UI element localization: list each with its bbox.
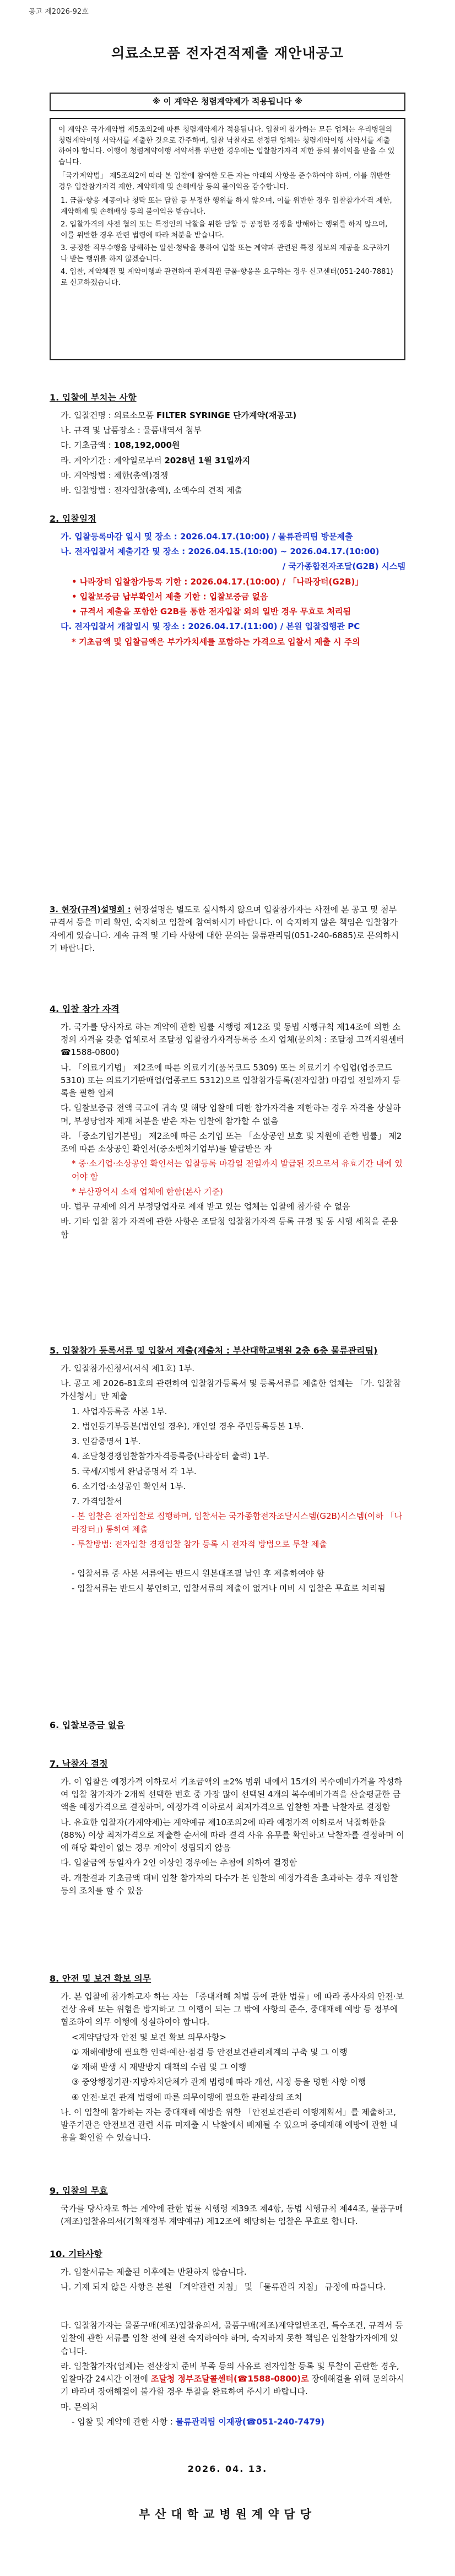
schedule-note: • 입찰보증금 납부확인서 제출 기한 : 입찰보증금 없음 (72, 591, 268, 602)
eligibility-note: * 중·소기업·소상공인 확인서는 입찰등록 마감일 전일까지 발급된 것으로서 유효기간 내에 있어야 함 (72, 1159, 403, 1182)
document-item: 7. 가격입찰서 (72, 1496, 122, 1507)
eligibility-item: 나. 「의료기기법」 제2조에 따른 의료기기(품목코드 5309) 또는 의료기기 수입업(업종코드 5310) 또는 의료기기판매업(업종코드 5312)으로 입찰참가등록(전자입찰) 마감일 전일까지 등록을 필한 업체 (61, 1062, 401, 1098)
eligibility-item: 가. 국가를 당사자로 하는 계약에 관한 법률 시행령 제12조 및 동법 시행규칙 제14조에 의한 소정의 자격을 갖춘 업체로서 조달청 입찰참가자격등록증 소지 업체(문의처 : 조달청 고객지원센터 ☎1588-0800) (61, 1021, 404, 1058)
schedule-submission-place: / 국가종합전자조달(G2B) 시스템 (282, 561, 405, 572)
integrity-item: 4. 입찰, 계약체결 및 계약이행과 관련하여 관계직원 금품·향응을 요구하는 경우 신고센터(051-240-7881)로 신고하겠습니다. (61, 268, 393, 287)
award-item: 라. 개찰결과 기초금액 대비 입찰 참가자의 다수가 본 입찰의 예정가격을 초과하는 경우 재입찰 등의 조치를 할 수 있음 (61, 1873, 398, 1896)
safety-item: 나. 이 입찰에 참가하는 자는 중대재해 예방을 위한 「안전보건관리 이행계획서」를 제출하고, 발주기관은 안전보건 관련 서류 미제출 시 낙찰에서 배제될 수 있으며 중대재해 예방에 관한 내용을 확인할 수 있습니다. (61, 2107, 398, 2143)
section-title: 6. 입찰보증금 없음 (50, 1720, 125, 1730)
document-note: - 본 입찰은 전자입찰로 집행하며, 입찰서는 국가종합전자조달시스템(G2B)시스템(이하 「나라장터」) 통하여 제출 (72, 1511, 403, 1534)
schedule-registration: 가. 입찰등록마감 일시 및 장소 : 2026.04.17.(10:00) / 물류관리팀 방문제출 (61, 531, 353, 542)
document-item: 3. 인감증명서 1부. (72, 1436, 141, 1447)
schedule-submission: 나. 전자입찰서 제출기간 및 장소 : 2026.04.15.(10:00) ~ 2026.04.17.(10:00) (61, 546, 380, 557)
award-item: 나. 유효한 입찰자(가계약제)는 계약예규 제10조의2에 따라 예정가격 이하로서 낙찰하한율(88%) 이상 최저가격으로 제출한 순서에 따라 결격 사유 유무를 확인하고 낙찰자를 결정하며 이에 해당 확인이 없는 경우 계약이 성립되지 않음 (61, 1817, 404, 1853)
document-item: 4. 조달청경쟁입찰참가자격등록증(나라장터 출력) 1부. (72, 1451, 269, 1462)
award-item: 다. 입찰금액 동일자가 2인 이상인 경우에는 추첨에 의하여 결정함 (61, 1858, 297, 1868)
section-other (50, 2248, 405, 2296)
eligibility-item: 다. 입찰보증금 전액 국고에 귀속 및 해당 입찰에 대한 참가자격을 제한하는 경우 자격을 상실하며, 부정당업자 제재 처분을 받은 자는 입찰에 참가할 수 없음 (61, 1103, 401, 1126)
closing-item: 라. 입찰참가자(업체)는 전산장치 준비 부족 등의 사유로 전자입찰 등록 및 투찰이 곤란한 경우, 입찰마감 24시간 이전에 조달청 정부조달콜센터(☎1588-0800)로 장애해결을 위해 문의하시기 바라며 장애해결이 불가할 경우 투찰을 완료하여 주시기 바랍니다. (61, 2361, 405, 2397)
section-title: 7. 낙찰자 결정 (50, 1758, 108, 1769)
schedule-note: • 나라장터 입찰참가등록 기한 : 2026.04.17.(10:00) / 「나라장터(G2B)」 (72, 576, 364, 587)
contact-line: - 입찰 및 계약에 관한 사항 : 물류관리팀 이재광(☎051-240-7479) (72, 2416, 325, 2427)
eligibility-item: 라. 「중소기업기본법」 제2조에 따른 소기업 또는 「소상공인 보호 및 지원에 관한 법률」 제2조에 따른 소상공인 확인서(중소벤처기업부)를 발급받은 자 (61, 1130, 402, 1154)
integrity-banner: ※ 이 계약은 청렴계약제가 적용됩니다 ※ (50, 93, 405, 111)
document-item: 6. 소기업·소상공인 확인서 1부. (72, 1481, 186, 1491)
section-title: 1. 입찰에 부치는 사항 (50, 392, 137, 403)
section-bid-items (50, 391, 405, 499)
award-item: 가. 이 입찰은 예정가격 이하로서 기초금액의 ±2% 범위 내에서 15개의 복수예비가격을 작성하여 입찰 참가자가 2개씩 선택한 번호 중 가장 많이 선택된 4개의 복수예비가격을 산술평균한 금액을 예정가격으로 결정하며, 예정가격 이하로서 최저가격으로 입찰한 자를 낙찰자로 결정함 (61, 1776, 402, 1812)
section-invalid (50, 2184, 405, 2230)
section-title: 2. 입찰일정 (50, 513, 96, 524)
section-bond (50, 1719, 405, 1737)
schedule-opening: 다. 전자입찰서 개찰일시 및 장소 : 2026.04.17.(11:00) / 본원 입찰집행관 PC (61, 621, 360, 632)
safety-duty: ④ 안전·보건 관계 법령에 따른 의무이행에 필요한 관리상의 조치 (72, 2092, 302, 2102)
document-note: - 입찰서류 중 사본 서류에는 반드시 원본대조필 날인 후 제출하여야 함 (72, 1568, 324, 1579)
section-title: 8. 안전 및 보건 확보 의무 (50, 1973, 151, 1984)
safety-subtitle: <계약담당자 안전 및 보건 확보 의무사항> (72, 2032, 226, 2042)
section-title: 5. 입찰참가 등록서류 및 입찰서 제출(제출처 : 부산대학교병원 2층 6층 물류관리팀) (50, 1345, 378, 1356)
document-note: - 입찰서류는 반드시 봉인하고, 입찰서류의 제출이 없거나 미비 시 입찰은 무효로 처리됨 (72, 1583, 386, 1594)
bid-scope: 나. 규격 및 납품장소 : 물품내역서 첨부 (61, 425, 202, 436)
integrity-item: 1. 금품·향응 제공이나 청탁 또는 담합 등 부정한 행위를 하지 않으며, 이를 위반한 경우 입찰참가자격 제한, 계약해제 및 손해배상 등의 불이익을 받습니다. (61, 197, 392, 216)
section-briefing (50, 903, 405, 957)
section-safety (50, 1972, 405, 2147)
eligibility-note: * 부산광역시 소재 업체에 한함(본사 기준) (72, 1186, 223, 1197)
briefing-text: 3. 현장(규격)설명회 : 현장설명은 별도로 실시하지 않으며 입찰참가자는 사전에 본 공고 및 첨부 규격서 등을 미리 확인, 숙지하고 입찰에 참여하시기 바랍니다. 이 숙지하지 않은 책임은 입찰참가자에게 있습니다. 계속 규격 및 기타 사항에 대한 문의는 물류관리팀(051-240-6885)로 문의하시기 바랍니다. (50, 905, 399, 953)
schedule-note: • 규격서 제출을 포함한 G2B를 통한 전자입찰 외의 일반 경우 무효로 처리됨 (72, 607, 351, 617)
section-title: 4. 입찰 참가 자격 (50, 1004, 120, 1014)
integrity-item: 3. 공정한 직무수행을 방해하는 알선·청탁을 통하여 입찰 또는 계약과 관련된 특정 정보의 제공을 요구하거나 받는 행위를 하지 않겠습니다. (61, 244, 390, 263)
section-award (50, 1757, 405, 1899)
bid-period: 라. 계약기간 : 계약일로부터 2028년 1월 31일까지 (61, 455, 251, 466)
closing-item: 다. 입찰참가자는 물품구매(제조)입찰유의서, 물품구매(제조)계약일반조건, 특수조건, 규격서 등 입찰에 관한 서류를 입찰 전에 완전 숙지하여야 하며, 숙지하지 못한 책임은 입찰참가자에게 있습니다. (61, 2320, 403, 2356)
eligibility-item: 바. 기타 입찰 참가 자격에 관한 사항은 조달청 입찰참가자격 등록 규정 및 동 시행 세칙을 준용함 (61, 1216, 398, 1240)
safety-duty: ③ 중앙행정기관·지방자치단체가 관계 법령에 따라 개선, 시정 등을 명한 사항 이행 (72, 2077, 366, 2087)
bid-name: 가. 입찰건명 : 의료소모품 FILTER SYRINGE 단가계약(재공고) (61, 410, 297, 420)
document-item: 2. 법인등기부등본(법인일 경우), 개인일 경우 주민등록등본 1부. (72, 1421, 304, 1431)
bid-type: 바. 입찰방법 : 전자입찰(총액), 소액수의 견적 제출 (61, 485, 243, 496)
document-note: - 투찰방법: 전자입찰 경쟁입찰 참가 등록 시 전자적 방법으로 투찰 제출 (72, 1539, 327, 1549)
other-item: 나. 기재 되지 않은 사항은 본원 「계약관련 지침」 및 「물류관리 지침」 규정에 따릅니다. (61, 2282, 386, 2292)
bid-amount: 다. 기초금액 : 108,192,000원 (61, 440, 180, 451)
invalid-text: 국가를 당사자로 하는 계약에 관한 법률 시행령 제39조 제4항, 동법 시행규칙 제44조, 물품구매(제조)입찰유의서(기획재정부 계약예규) 제12조에 해당하는 입찰은 무효로 합니다. (61, 2203, 403, 2227)
integrity-pledge-box (50, 118, 405, 360)
notice-number: 공고 제2026-92호 (29, 8, 89, 16)
other-item: 가. 입찰서류는 제출된 이후에는 반환하지 않습니다. (61, 2266, 247, 2277)
integrity-intro: 이 계약은 국가계약법 제5조의2에 따른 청렴계약제가 적용됩니다. 입찰에 참가하는 모든 업체는 우리병원의 청렴계약이행 서약서를 제출한 것으로 간주하며, 입찰 낙찰자로 선정된 업체는 청렴계약이행 서약서를 제출하여야 합니다. 이행이 청렴계약이행 서약서를 위반한 경우에는 입찰참가자격 제한 등의 불이익을 받을 수 있습니다. (58, 126, 395, 166)
integrity-intro-2: 「국가계약법」 제5조의2에 따라 본 입찰에 참여한 모든 자는 아래의 사항을 준수하여야 하며, 이를 위반한 경우 입찰참가자격 제한, 계약해제 및 손해배상 등의 불이익을 감수합니다. (58, 172, 391, 191)
schedule-vat-note: * 기초금액 및 입찰금액은 부가가치세를 포함하는 가격으로 입찰서 제출 시 주의 (72, 636, 360, 647)
contact-heading: 마. 문의처 (61, 2401, 98, 2412)
document-item: 5. 국세/지방세 완납증명서 각 1부. (72, 1466, 197, 1476)
section-eligibility (50, 1003, 405, 1243)
safety-item: 가. 본 입찰에 참가하고자 하는 자는 「중대재해 처벌 등에 관한 법률」에 따라 종사자의 안전·보건상 유해 또는 위험을 방지하고 그 이행이 되는 그 밖에 사항의 준수, 중대재해 예방 등 정부에 협조하여 의무 이행에 성실하여야 합니다. (61, 1991, 404, 2027)
eligibility-item: 마. 법무 규제에 의거 부정당업자로 제재 받고 있는 업체는 입찰에 참가할 수 없음 (61, 1202, 350, 1212)
page-title: 의료소모품 전자견적제출 재안내공고 (111, 45, 344, 61)
section-schedule (50, 512, 405, 651)
bid-method: 마. 계약방법 : 제한(총액)경쟁 (61, 470, 169, 480)
integrity-item: 2. 입찰가격의 사전 협의 또는 특정인의 낙찰을 위한 담합 등 공정한 경쟁을 방해하는 행위를 하지 않으며, 이를 위반한 경우 관련 법령에 따라 처분을 받습니다. (61, 220, 388, 240)
section-documents (50, 1344, 405, 1598)
issuer-name: 부산대학교병원계약담당 (138, 2508, 317, 2521)
document-item: 나. 공고 제 2026-81호의 관련하여 입찰참가등록서 및 등록서류를 제출한 업체는 「가. 입찰참가신청서」만 제출 (61, 1378, 401, 1401)
document-item: 가. 입찰참가신청서(서식 제1호) 1부. (61, 1363, 195, 1373)
notice-date: 2026. 04. 13. (187, 2464, 268, 2474)
document-item: 1. 사업자등록증 사본 1부. (72, 1406, 167, 1416)
section-closing (50, 2319, 405, 2431)
safety-duty: ② 재해 발생 시 재발방지 대책의 수립 및 그 이행 (72, 2062, 247, 2072)
safety-duty: ① 재해예방에 필요한 인력·예산·점검 등 안전보건관리체계의 구축 및 그 이행 (72, 2047, 348, 2057)
section-title: 9. 입찰의 무효 (50, 2185, 108, 2196)
section-title: 10. 기타사항 (50, 2249, 102, 2259)
integrity-list (58, 196, 397, 288)
